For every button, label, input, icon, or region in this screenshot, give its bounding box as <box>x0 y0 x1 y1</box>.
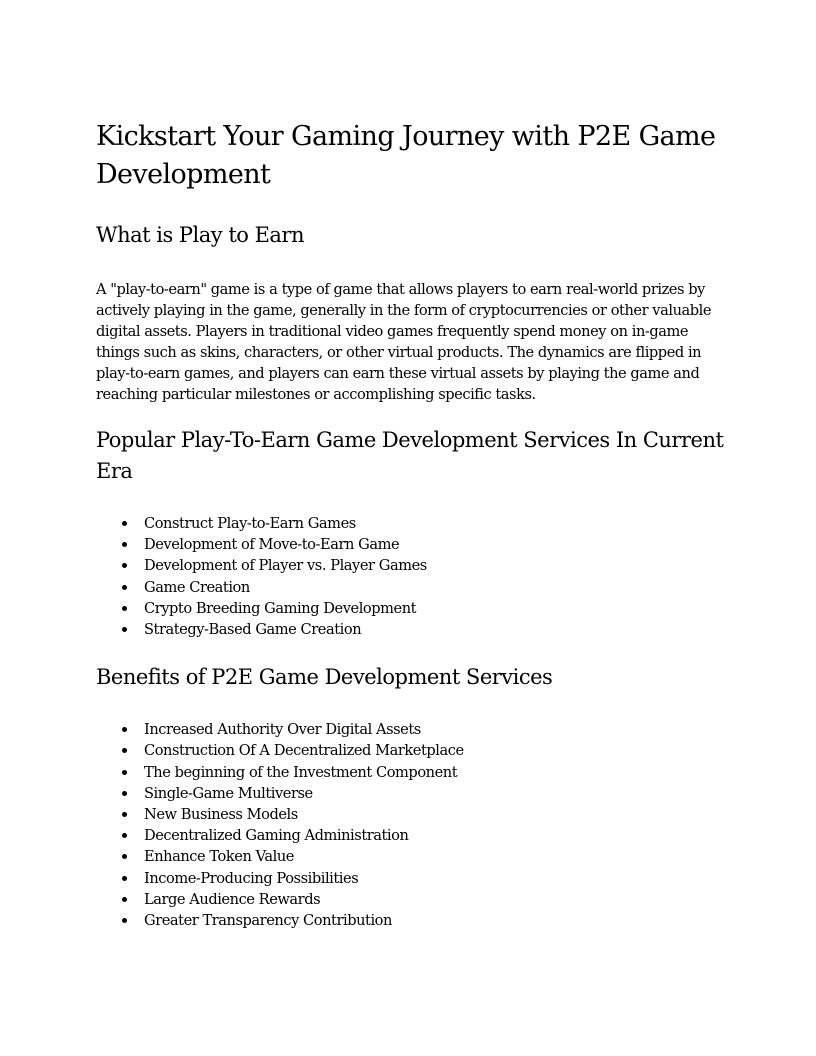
popular-services-list <box>96 513 726 640</box>
document-title: Kickstart Your Gaming Journey with P2E Game Development <box>96 121 716 190</box>
bullet-icon <box>122 791 127 796</box>
bullet-icon <box>122 606 127 611</box>
list-item-text: Development of Player vs. Player Games <box>144 557 427 575</box>
bullet-icon <box>122 748 127 753</box>
bullet-icon <box>122 627 127 632</box>
bullet-icon <box>122 854 127 859</box>
bullet-icon <box>122 585 127 590</box>
list-item-text: Development of Move-to-Earn Game <box>144 536 400 554</box>
play-to-earn-paragraph: A "play-to-earn" game is a type of game that allows players to earn real-world prizes by actively playing in the game, generally in the form of cryptocurrencies or other valuable digital assets. Players in traditional video games frequently spend money on in-game things such as skins, characters, or other virtual products. The dynamics are flipped in play-to-earn games, and players can earn these virtual assets by playing the game and reaching particular milestones or accomplishing specific tasks. <box>96 281 712 403</box>
list-item <box>96 555 726 576</box>
list-item-text: Single-Game Multiverse <box>144 784 313 802</box>
heading-popular-services: Popular Play-To-Earn Game Development Services In Current Era <box>96 428 724 483</box>
list-item-text: Construct Play-to-Earn Games <box>144 515 356 532</box>
list-item-text: Large Audience Rewards <box>144 890 321 908</box>
list-item-text: Enhance Token Value <box>144 848 294 866</box>
list-item <box>96 534 726 555</box>
bullet-icon <box>122 521 127 526</box>
list-item <box>96 598 726 619</box>
list-item <box>96 910 726 931</box>
list-item-text: Strategy-Based Game Creation <box>144 621 362 639</box>
list-item <box>96 783 726 804</box>
list-item-text: The beginning of the Investment Component <box>144 763 458 781</box>
benefits-list <box>96 719 726 931</box>
bullet-icon <box>122 727 127 732</box>
list-item-text: Increased Authority Over Digital Assets <box>144 721 421 739</box>
document-page <box>96 118 726 931</box>
list-item-text: New Business Models <box>144 806 298 824</box>
list-item <box>96 868 726 889</box>
list-item-text: Greater Transparency Contribution <box>144 912 392 930</box>
list-item-text: Crypto Breeding Gaming Development <box>144 599 417 617</box>
bullet-icon <box>122 918 127 923</box>
list-item <box>96 719 726 740</box>
list-item <box>96 577 726 598</box>
bullet-icon <box>122 876 127 881</box>
bullet-icon <box>122 563 127 568</box>
list-item <box>96 804 726 825</box>
bullet-icon <box>122 542 127 547</box>
list-item <box>96 740 726 761</box>
list-item <box>96 825 726 846</box>
list-item-text: Decentralized Gaming Administration <box>144 827 409 845</box>
list-item <box>96 889 726 910</box>
list-item <box>96 513 726 534</box>
heading-benefits: Benefits of P2E Game Development Services <box>96 665 553 690</box>
bullet-icon <box>122 770 127 775</box>
list-item <box>96 619 726 640</box>
list-item <box>96 846 726 867</box>
list-item-text: Game Creation <box>144 578 250 596</box>
list-item-text: Construction Of A Decentralized Marketplace <box>144 742 464 760</box>
list-item-text: Income-Producing Possibilities <box>144 869 359 887</box>
list-item <box>96 762 726 783</box>
bullet-icon <box>122 812 127 817</box>
bullet-icon <box>122 833 127 838</box>
bullet-icon <box>122 897 127 902</box>
heading-what-is-play-to-earn: What is Play to Earn <box>96 223 304 247</box>
